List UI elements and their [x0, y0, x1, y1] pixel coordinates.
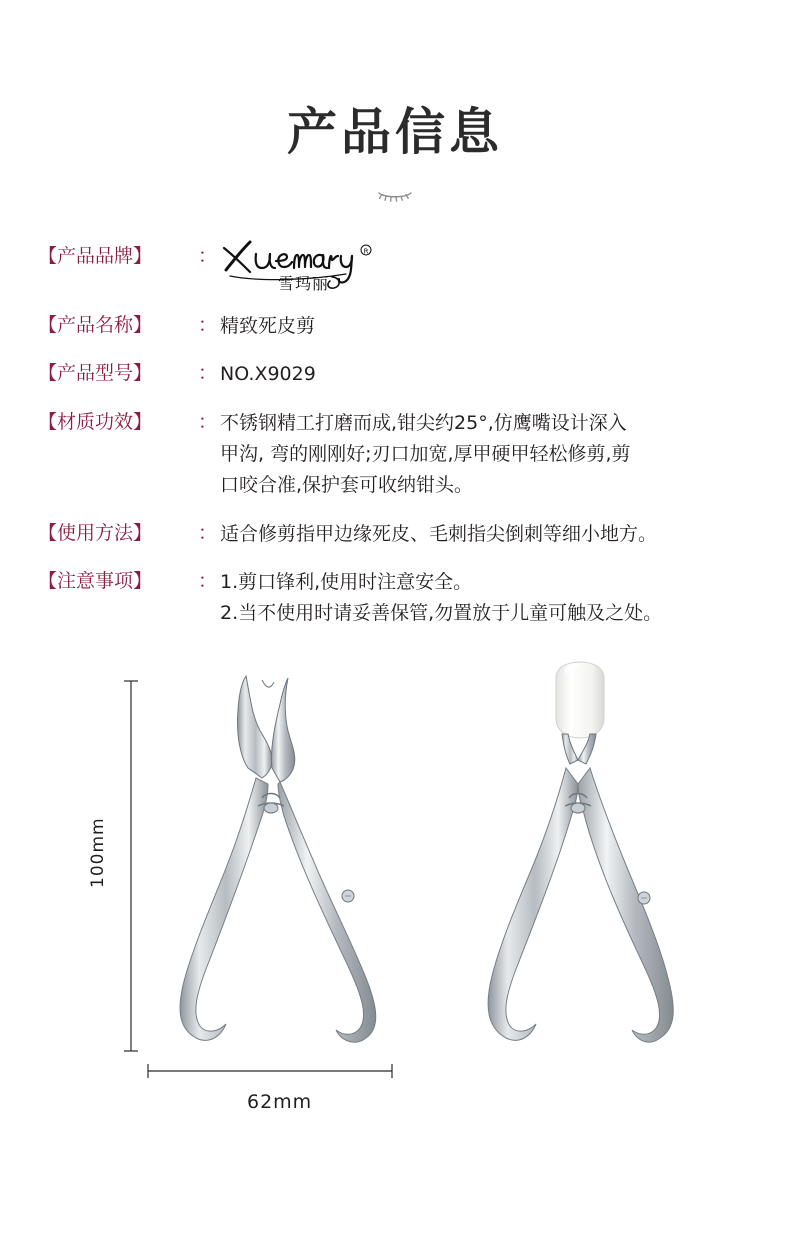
spec-colon: ： — [198, 245, 218, 267]
spec-colon: ： — [198, 362, 218, 385]
spec-value-line: 口咬合准,保护套可收纳钳头。 — [220, 474, 474, 497]
spec-value-line: 精致死皮剪 — [220, 315, 316, 337]
spec-row-model — [38, 359, 760, 390]
spec-row-material — [38, 408, 760, 502]
spec-value-line: 甲沟, 弯的刚刚好;刃口加宽,厚甲硬甲轻松修剪,剪 — [220, 443, 631, 466]
spec-colon: ： — [198, 521, 218, 544]
spec-value-cautions — [220, 567, 760, 630]
spec-label: 【产品型号】 — [38, 362, 153, 385]
spec-colon: ： — [198, 410, 218, 433]
cuticle-nipper-with-cap — [488, 662, 673, 1042]
spec-colon: ： — [198, 314, 218, 336]
spec-value-model — [220, 359, 760, 390]
spec-row-usage — [38, 519, 760, 550]
spec-row-cautions — [38, 567, 760, 630]
spec-label: 【产品名称】 — [38, 314, 153, 336]
spec-list — [0, 242, 790, 630]
cuticle-nipper-open — [180, 676, 376, 1042]
spec-value-line: NO.X9029 — [220, 363, 316, 386]
brand-logo — [220, 236, 400, 294]
registered-trademark-icon — [361, 245, 371, 256]
svg-text:R: R — [363, 247, 369, 256]
spec-label: 【产品品牌】 — [38, 245, 153, 267]
width-dimension-label: 62mm — [247, 1090, 313, 1113]
spec-value-line: 1.剪口锋利,使用时注意安全。 — [220, 571, 473, 594]
product-image-area — [0, 656, 790, 1126]
spec-label: 【材质功效】 — [38, 410, 153, 433]
spec-value-name — [220, 311, 760, 342]
product-photo — [0, 656, 790, 1126]
spec-value-line: 不锈钢精工打磨而成,钳尖约25°,仿鹰嘴设计深入 — [220, 411, 627, 434]
spec-label: 【注意事项】 — [38, 570, 153, 593]
page-title: 产品信息 — [287, 103, 503, 161]
spec-value-line: 适合修剪指甲边缘死皮、毛刺指尖倒刺等细小地方。 — [220, 522, 658, 545]
spec-value-line: 2.当不使用时请妥善保管,勿置放于儿童可触及之处。 — [220, 602, 663, 625]
spec-value-usage — [220, 519, 760, 550]
spec-value-brand — [220, 242, 760, 294]
height-dimension-label: 100mm — [88, 817, 108, 888]
spec-value-material — [220, 408, 760, 502]
spec-colon: ： — [198, 570, 218, 593]
spec-row-name — [38, 311, 760, 342]
eyelash-ornament-icon — [0, 182, 790, 208]
spec-label: 【使用方法】 — [38, 521, 153, 544]
spec-row-brand — [38, 242, 760, 294]
svg-text:雪玛丽: 雪玛丽 — [278, 274, 330, 293]
